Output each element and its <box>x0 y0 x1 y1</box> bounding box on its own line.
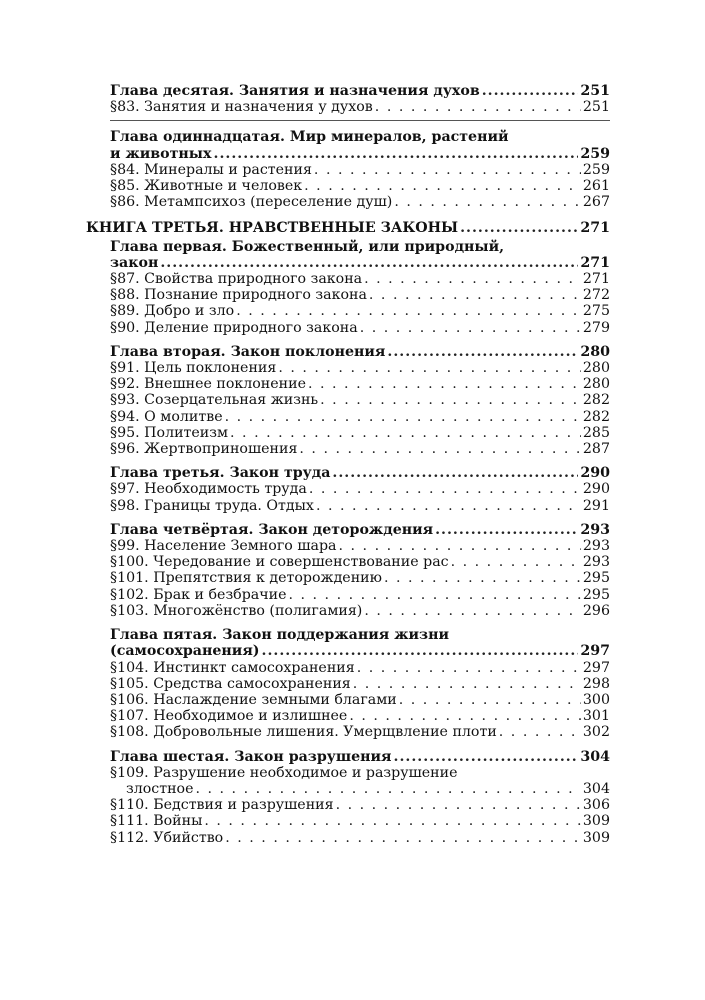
entry-title: §95. Политеизм <box>110 424 229 441</box>
page-number: 295 <box>582 586 610 603</box>
page-number: 293 <box>582 538 610 555</box>
page-number: 282 <box>582 408 610 425</box>
page-number: 272 <box>582 287 610 304</box>
chapter-title-line2: закон <box>110 254 159 271</box>
page-number: 291 <box>582 497 610 514</box>
chapter-4 <box>110 522 610 619</box>
chapter-11 <box>110 129 610 210</box>
entry-title: §93. Созерцательная жизнь <box>110 392 319 409</box>
toc-entry[interactable] <box>110 538 610 554</box>
entry-title: §96. Жертвоприношения <box>110 441 298 458</box>
toc-entry[interactable] <box>110 660 610 676</box>
entry-title: §94. О молитве <box>110 408 223 425</box>
toc-entry[interactable] <box>110 409 610 425</box>
toc-entry[interactable] <box>110 724 610 740</box>
entry-title: §84. Минералы и растения <box>110 161 312 178</box>
page-number: 296 <box>582 602 610 619</box>
page-number: 293 <box>580 521 610 538</box>
chapter-heading[interactable] <box>110 749 610 765</box>
toc-entry[interactable] <box>110 441 610 457</box>
chapter-heading[interactable] <box>110 83 610 99</box>
entry-title: §88. Познание природного закона <box>110 287 367 304</box>
entry-title: §101. Препятствия к деторождению <box>110 570 382 587</box>
chapter-3 <box>110 465 610 514</box>
page-number: 279 <box>582 319 610 336</box>
toc-entry[interactable] <box>110 830 610 846</box>
page-number: 302 <box>582 724 610 741</box>
toc-entry[interactable] <box>110 99 610 115</box>
entry-title: §108. Добровольные лишения. Умерщвление плоти <box>110 724 497 741</box>
entry-title: §107. Необходимое и излишнее <box>110 708 348 725</box>
entry-title: §97. Необходимость труда <box>110 481 307 498</box>
page-number: 300 <box>582 691 610 708</box>
entry-title-line2: злостное <box>126 780 194 797</box>
entry-title-line1[interactable]: §109. Разрушение необходимое и разрушение <box>110 764 458 781</box>
page-number: 251 <box>582 99 610 116</box>
entry-title: §91. Цель поклонения <box>110 360 277 377</box>
chapter-heading[interactable] <box>110 344 610 360</box>
toc-entry[interactable] <box>110 603 610 619</box>
entry-title: §100. Чередование и совершенствование рас <box>110 554 449 571</box>
page-number: 267 <box>582 194 610 211</box>
toc-entry[interactable] <box>110 303 610 319</box>
chapter-title: Глава десятая. Занятия и назначения духов <box>110 83 480 99</box>
page-number: 309 <box>582 829 610 846</box>
table-of-contents <box>86 83 610 846</box>
toc-entry[interactable] <box>110 570 610 586</box>
page-number: 282 <box>582 392 610 409</box>
entry-title: §98. Границы труда. Отдых <box>110 497 314 514</box>
chapter-title-line1[interactable]: Глава одиннадцатая. Мир минералов, растений <box>110 129 509 146</box>
toc-entry[interactable] <box>110 692 610 708</box>
entry-title: §92. Внешнее поклонение <box>110 376 306 393</box>
toc-entry[interactable] <box>110 162 610 178</box>
entry-title: §105. Средства самосохранения <box>110 675 351 692</box>
entry-title: §89. Добро и зло <box>110 303 235 320</box>
entry-title: §106. Наслаждение земными благами <box>110 691 397 708</box>
toc-entry[interactable] <box>110 554 610 570</box>
page-number: 261 <box>582 178 610 195</box>
page-number: 271 <box>580 220 610 237</box>
page-number: 285 <box>582 424 610 441</box>
toc-entry[interactable] <box>110 797 610 813</box>
chapter-title: Глава четвёртая. Закон деторождения <box>110 521 434 538</box>
chapter-title-line2: (самосохранения) <box>110 643 260 660</box>
book-title: КНИГА ТРЕТЬЯ. НРАВСТВЕННЫЕ ЗАКОНЫ <box>86 220 459 237</box>
page-number: 309 <box>582 813 610 830</box>
toc-entry[interactable] <box>110 178 610 194</box>
entry-title: §111. Войны <box>110 813 203 830</box>
entry-title: §104. Инстинкт самосохранения <box>110 659 355 676</box>
toc-entry[interactable] <box>110 320 610 336</box>
chapter-title: Глава третья. Закон труда <box>110 465 331 482</box>
chapter-title-line1[interactable]: Глава первая. Божественный, или природный, <box>110 238 505 255</box>
chapter-heading[interactable] <box>110 255 610 271</box>
page-number: 293 <box>582 554 610 571</box>
toc-entry[interactable] <box>110 587 610 603</box>
toc-entry[interactable] <box>110 392 610 408</box>
page-number: 280 <box>580 343 610 360</box>
page-number: 251 <box>580 83 610 99</box>
toc-entry[interactable] <box>110 360 610 376</box>
chapter-title-line2: и животных <box>110 145 212 162</box>
chapter-2 <box>110 344 610 457</box>
page-number: 301 <box>582 708 610 725</box>
toc-entry[interactable] <box>110 781 610 797</box>
entry-title: §102. Брак и безбрачие <box>110 586 287 603</box>
toc-entry[interactable] <box>110 481 610 497</box>
page-number: 287 <box>582 441 610 458</box>
chapter-title: Глава вторая. Закон поклонения <box>110 343 386 360</box>
entry-title: §86. Метампсихоз (переселение душ) <box>110 194 393 211</box>
chapter-6 <box>110 749 610 846</box>
chapter-5 <box>110 627 610 740</box>
book-heading[interactable] <box>86 220 610 236</box>
chapter-title-line1[interactable]: Глава пятая. Закон поддержания жизни <box>110 627 450 644</box>
entry-title: §110. Бедствия и разрушения <box>110 797 334 814</box>
toc-entry[interactable] <box>110 287 610 303</box>
page-number: 275 <box>582 303 610 320</box>
toc-entry[interactable] <box>110 813 610 829</box>
page-number: 280 <box>582 360 610 377</box>
page-number: 280 <box>582 376 610 393</box>
chapter-heading[interactable] <box>110 465 610 481</box>
page-number: 259 <box>580 145 610 162</box>
toc-entry[interactable] <box>110 425 610 441</box>
page-number: 271 <box>580 254 610 271</box>
toc-entry[interactable] <box>110 708 610 724</box>
entry-title: §83. Занятия и назначения у духов <box>110 99 373 116</box>
divider <box>110 120 610 121</box>
page-number: 306 <box>582 797 610 814</box>
toc-entry[interactable] <box>110 271 610 287</box>
entry-title: §85. Животные и человек <box>110 178 303 195</box>
toc-entry[interactable] <box>110 376 610 392</box>
page-number: 290 <box>580 465 610 482</box>
page-number: 304 <box>580 748 610 765</box>
page-number: 297 <box>582 659 610 676</box>
entry-title: §103. Многожёнство (полигамия) <box>110 602 363 619</box>
page-number: 304 <box>582 780 610 797</box>
page-number: 298 <box>582 675 610 692</box>
entry-title: §112. Убийство <box>110 829 224 846</box>
chapter-1 <box>110 239 610 336</box>
entry-title: §87. Свойства природного закона <box>110 271 363 288</box>
page-number: 295 <box>582 570 610 587</box>
entry-title: §90. Деление природного закона <box>110 319 358 336</box>
chapter-heading[interactable] <box>110 146 610 162</box>
toc-entry[interactable] <box>110 676 610 692</box>
chapter-title: Глава шестая. Закон разрушения <box>110 748 392 765</box>
page-number: 259 <box>582 161 610 178</box>
toc-entry[interactable] <box>110 498 610 514</box>
entry-title: §99. Население Земного шара <box>110 538 337 555</box>
toc-entry[interactable] <box>110 194 610 210</box>
page-number: 290 <box>582 481 610 498</box>
chapter-heading[interactable] <box>110 643 610 659</box>
chapter-10 <box>110 83 610 115</box>
page-number: 297 <box>580 643 610 660</box>
page-number: 271 <box>582 271 610 288</box>
chapter-heading[interactable] <box>110 522 610 538</box>
